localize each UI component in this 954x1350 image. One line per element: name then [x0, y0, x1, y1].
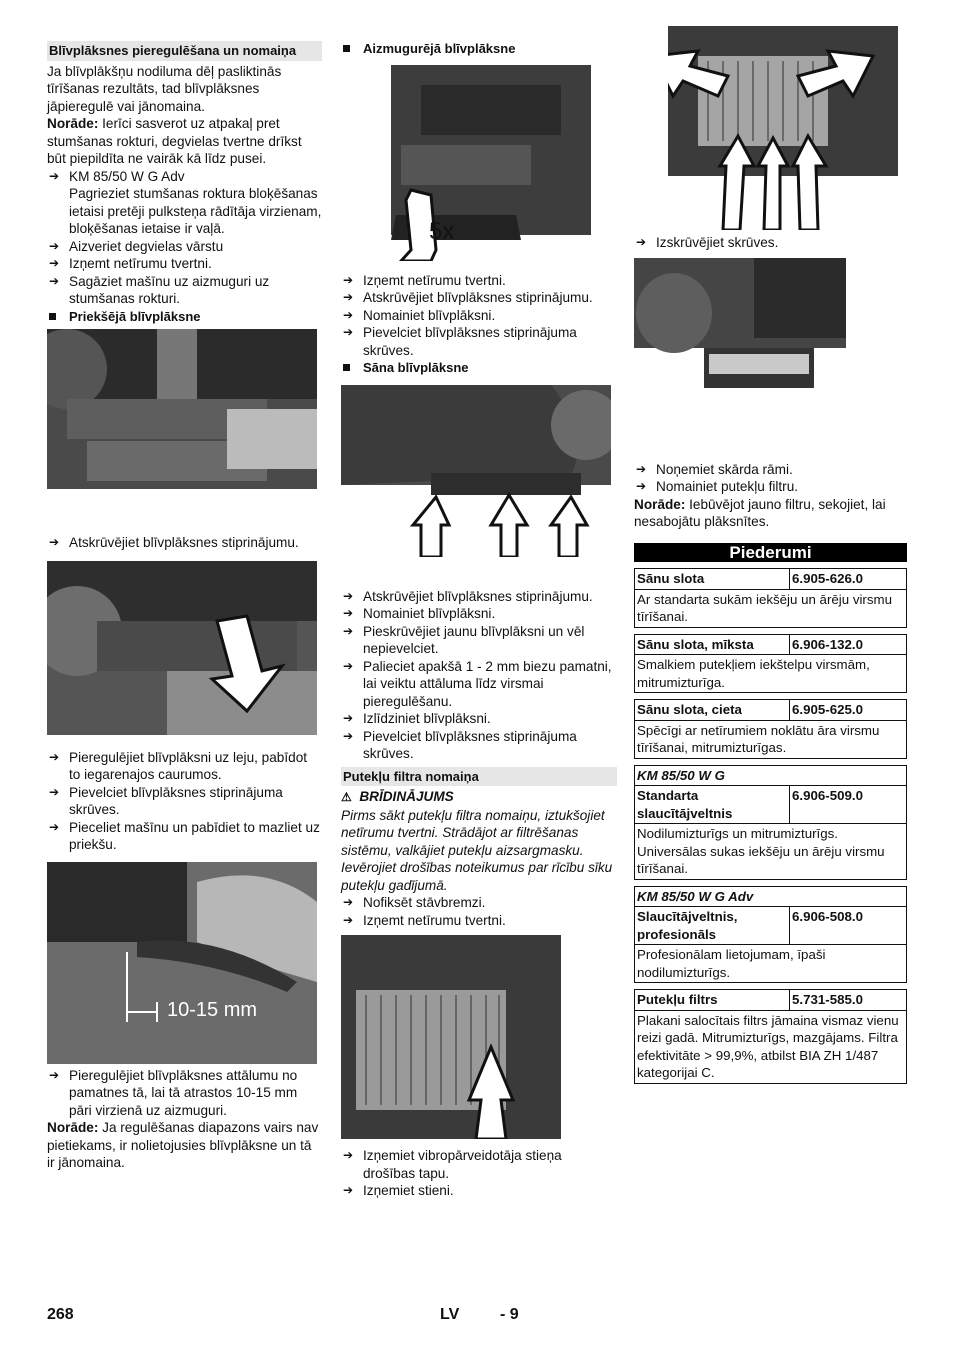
- step-close-fuel: ➔ Aizveriet degvielas vārstu: [47, 238, 322, 256]
- accessory-code: 5.731-585.0: [790, 990, 907, 1011]
- step-loosen-fixing: ➔ Atskrūvējiet blīvplāksnes stiprinājumu.: [47, 534, 322, 552]
- accessory-name: Slaucītājveltnis, profesionāls: [635, 907, 790, 945]
- accessory-group-model2: [634, 886, 907, 984]
- step-loosen-fixing: ➔ Atskrūvējiet blīvplāksnes stiprinājumu.: [341, 289, 617, 307]
- warning-heading: [341, 788, 617, 807]
- photo-distance: [47, 862, 317, 1064]
- step-screw-new-blade: ➔ Pieskrūvējiet jaunu blīvplāksni un vēl nepievelciet.: [341, 623, 617, 658]
- photo-adjust-blade-art: [47, 561, 317, 735]
- page-number: 268: [47, 1306, 74, 1323]
- photo-front-blade-art: [47, 329, 317, 531]
- page-sub: - 9: [500, 1306, 519, 1323]
- step-remove-rod: ➔ Izņemiet stieni.: [341, 1182, 617, 1200]
- accessories-title: Piederumi: [634, 543, 907, 563]
- model-label: KM 85/50 W G Adv: [635, 886, 907, 907]
- note-2: [47, 1119, 322, 1172]
- note-label: Norāde:: [47, 1120, 99, 1135]
- step-remove-bin: ➔ Izņemt netīrumu tvertni.: [341, 912, 617, 930]
- note-text: Ja regulēšanas diapazons vairs nav pietiekams, ir nolietojusies blīvplāksne un tā ir jānomaina.: [47, 1120, 319, 1170]
- accessory-code: 6.906-132.0: [790, 634, 907, 655]
- accessory-name: Sānu slota, mīksta: [635, 634, 790, 655]
- accessory-desc: Profesionālam lietojumam, īpaši nodilumizturīgs.: [635, 945, 907, 983]
- warning-icon: ⚠: [341, 790, 352, 804]
- photo-rear-blade-art: [341, 65, 611, 261]
- accessory-desc: Spēcīgi ar netīrumiem noklātu āra virsmu tīrīšanai, mitrumizturīgas.: [635, 720, 907, 758]
- step-adjust-down: ➔ Pieregulējiet blīvplāksni uz leju, pabīdot to iegarenajos caurumos.: [47, 749, 322, 784]
- accessory-group-model1: [634, 765, 907, 880]
- step-lift-machine: ➔ Pieceliet mašīnu un pabīdiet to mazliet uz priekšu.: [47, 819, 322, 854]
- section-heading-blade-adjust: Blīvplāksnes pieregulēšana un nomaiņa: [47, 41, 322, 61]
- accessory-side-brush: [634, 568, 907, 628]
- photo-filter-removal-art: [634, 258, 846, 418]
- accessory-desc: Plakani salocītais filtrs jāmaina vismaz vienu reizi gadā. Mitrumizturīgs, mazgājams. Filtra efektivitāte > 99,9%, atbilst BIA ZH 1/487 kategorijai C.: [635, 1010, 907, 1083]
- step-remove-frame: ➔ Noņemiet skārda rāmi.: [634, 461, 907, 479]
- step-align-blade: ➔ Izlīdziniet blīvplāksni.: [341, 710, 617, 728]
- step-tighten-screws: ➔ Pievelciet blīvplāksnes stiprinājuma skrūves.: [47, 784, 322, 819]
- section-heading-filter: Putekļu filtra nomaiņa: [341, 767, 617, 787]
- count-label: 5x: [429, 217, 455, 245]
- photo-adjust-blade: [47, 561, 317, 735]
- step-place-base: ➔ Palieciet apakšā 1 - 2 mm biezu pamatni, lai veiktu attāluma līdz virsmai pieregulēšanu.: [341, 658, 617, 711]
- accessory-side-brush-hard: [634, 699, 907, 759]
- intro-text: Ja blīvplākšņu nodiluma dēļ pasliktinās tīrīšanas rezultāts, tad blīvplāksnes jāpieregulē vai jānomaina.: [47, 63, 282, 114]
- step-replace-blade: ➔ Nomainiet blīvplāksni.: [341, 307, 617, 325]
- step-remove-bin: ➔ Izņemt netīrumu tvertni.: [47, 255, 322, 273]
- photo-filter-removal: [634, 258, 846, 418]
- step-tighten-screws: ➔ Pievelciet blīvplāksnes stiprinājuma skrūves.: [341, 728, 617, 763]
- language-code: LV: [440, 1306, 460, 1323]
- step-tighten-screws: ➔ Pievelciet blīvplāksnes stiprinājuma skrūves.: [341, 324, 617, 359]
- photo-filter-screws-art: [668, 26, 898, 230]
- note-filter: [634, 496, 907, 531]
- photo-distance-art: [47, 862, 317, 1064]
- step-remove-pin: ➔ Izņemiet vibropārveidotāja stieņa drošības tapu.: [341, 1147, 617, 1182]
- column-left: [47, 40, 322, 1172]
- photo-filter-screws: [668, 26, 898, 230]
- photo-front-blade: [47, 329, 317, 531]
- step-loosen-fixing: ➔ Atskrūvējiet blīvplāksnes stiprinājumu.: [341, 588, 617, 606]
- photo-filter-housing-art: [341, 935, 561, 1139]
- accessory-desc: Nodilumizturīgs un mitrumizturīgs. Universālas sukas iekšēju un ārēju virsmu tīrīšanai.: [635, 824, 907, 880]
- note-1: [47, 115, 322, 168]
- accessory-name: Sānu slota: [635, 569, 790, 590]
- accessory-code: 6.906-509.0: [790, 786, 907, 824]
- photo-filter-housing: [341, 935, 561, 1139]
- model-label: KM 85/50 W G: [635, 765, 907, 786]
- column-middle: [341, 40, 617, 1200]
- accessory-desc: Smalkiem putekļiem iekštelpu virsmām, mitrumizturīga.: [635, 655, 907, 693]
- accessory-desc: Ar standarta sukām iekšēju un ārēju virsmu tīrīšanai.: [635, 589, 907, 627]
- step-model: ➔ KM 85/50 W G Adv: [47, 168, 322, 186]
- photo-side-blade: [341, 385, 611, 557]
- photo-side-blade-art: [341, 385, 611, 557]
- accessory-side-brush-soft: [634, 634, 907, 694]
- step-model-text: Pagrieziet stumšanas roktura bloķēšanas ietaisi pretēji pulksteņa rādītāja virzienam, bloķēšanas ietaise ir vaļā.: [69, 186, 322, 236]
- subheading-side-blade: Sāna blīvplāksne: [341, 359, 617, 377]
- accessory-name: Standarta slaucītājveltnis: [635, 786, 790, 824]
- accessory-code: 6.906-508.0: [790, 907, 907, 945]
- step-unscrew: ➔ Izskrūvējiet skrūves.: [634, 234, 907, 252]
- column-right: [634, 40, 907, 1090]
- step-set-distance: ➔ Pieregulējiet blīvplāksnes attālumu no pamatnes tā, lai tā atrastos 10-15 mm pāri virzienā uz aizmuguri.: [47, 1067, 322, 1120]
- subheading-front-blade: Priekšējā blīvplāksne: [47, 308, 322, 326]
- accessory-name: Sānu slota, cieta: [635, 700, 790, 721]
- distance-label: 10-15 mm: [167, 998, 258, 1021]
- step-remove-bin: ➔ Izņemt netīrumu tvertni.: [341, 272, 617, 290]
- accessory-dust-filter: [634, 989, 907, 1084]
- step-parking-brake: ➔ Nofiksēt stāvbremzi.: [341, 894, 617, 912]
- photo-rear-blade: [341, 65, 611, 261]
- accessory-name: Putekļu filtrs: [635, 990, 790, 1011]
- step-tilt-machine: ➔ Sagāziet mašīnu uz aizmuguri uz stumšanas rokturi.: [47, 273, 322, 308]
- accessory-code: 6.905-625.0: [790, 700, 907, 721]
- subheading-rear-blade: Aizmugurējā blīvplāksne: [341, 40, 617, 58]
- note-text: Iebūvējot jauno filtru, sekojiet, lai nesabojātu plāksnītes.: [634, 496, 886, 529]
- warning-text: Pirms sākt putekļu filtra nomaiņu, iztukšojiet netīrumu tvertni. Strādājot ar filtrēšanas sistēmu, valkājiet putekļu aizsargmasku. Ievērojiet drošības noteikumus par rīcību sīku putekļu gadījumā.: [341, 807, 613, 893]
- step-replace-filter: ➔ Nomainiet putekļu filtru.: [634, 478, 907, 496]
- page-sub-number: [500, 1306, 519, 1324]
- note-label: Norāde:: [47, 116, 99, 131]
- accessory-code: 6.905-626.0: [790, 569, 907, 590]
- warning-label: BRĪDINĀJUMS: [359, 789, 454, 804]
- note-text: Ierīci sasverot uz atpakaļ pret stumšanas rokturi, degvielas tvertne drīkst būt piepildīta ne vairāk kā līdz pusei.: [47, 116, 302, 166]
- step-replace-blade: ➔ Nomainiet blīvplāksni.: [341, 605, 617, 623]
- note-label: Norāde:: [634, 496, 686, 512]
